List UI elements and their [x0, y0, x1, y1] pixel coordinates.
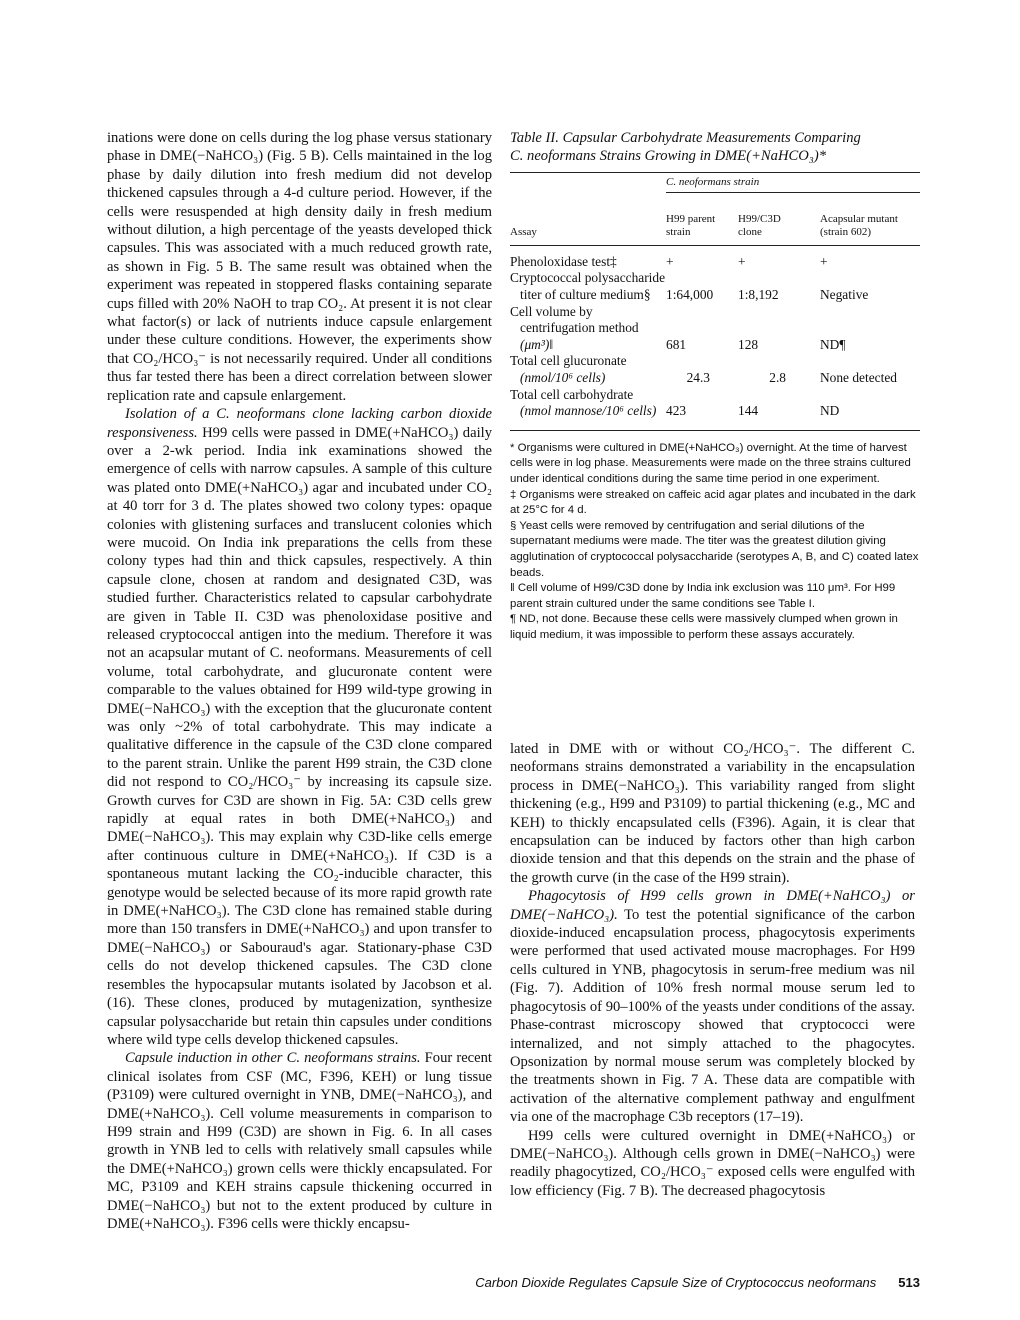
paragraph-strain-variability: lated in DME with or without CO₂/HCO₃⁻. The different C. neoformans strains demonstrated a variability in the encapsulation process in DME(−NaHCO₃). This variability ranged from slight thickening (e.g., H99 and P3109) to partial thickening (e.g., MC and KEH) to thickly encapsulated cells (F396). Again, it is clear that encapsulation can be induced by factors other than high carbon dioxide tension and that this depends on the strain and the phase of the growth curve (in the case of the H99 strain).: [510, 741, 915, 886]
paragraph-phagocytosis-body: To test the potential significance of the carbon dioxide-induced encapsulation process, phagocytosis experiments were performed that used activated mouse macrophages. For H99 cells cultured in YNB, phagocytosis in serum-free medium was nil (Fig. 7). Addition of 10% fresh normal mouse serum led to phagocytosis of 90–100% of the yeasts under conditions of the assay. Phase-contrast microscopy showed that cryptococci were internalized, and not simply attached to the phagocytes. Opsonization by normal mouse serum was completely blocked by the treatments shown in Fig. 7 A. These data are compatible with activation of the alternative complement pathway and engulfment via one of the macrophage C3b receptors (17–19).: [510, 906, 915, 1126]
footnote: ¶ ND, not done. Because these cells were massively clumped when grown in liquid medium, it was impossible to perform these assays accurately.: [510, 613, 898, 641]
table-header-c3d: H99/C3D clone: [738, 212, 781, 238]
table-caption-line-2: C. neoformans Strains Growing in DME(+NaHCO₃)*: [510, 148, 826, 165]
table-header-assay: Assay: [510, 225, 537, 238]
section-heading-phagocytosis: Phagocytosis of H99 cells grown in DME(+NaHCO₃) or DME(−NaHCO₃).: [510, 888, 915, 923]
section-heading-capsule-induction: Capsule induction in other C. neoformans strains.: [125, 1050, 421, 1067]
table-header-acapsular: Acapsular mutant (strain 602): [820, 212, 898, 238]
footnote: ‡ Organisms were streaked on caffeic acid agar plates and incubated in the dark at 25°C for 4 d.: [510, 488, 916, 517]
table-header-h99: H99 parent strain: [666, 212, 716, 238]
table-row: Total cell glucuronate: [510, 353, 627, 369]
table-row: Phenoloxidase test‡ + + +: [510, 253, 828, 269]
table-row: (μm³)‖ 681 128 ND¶: [520, 336, 846, 352]
paragraph-log-phase: inations were done on cells during the log phase versus stationary phase in DME(−NaHCO₃) (Fig. 5 B). Cells maintained in the log phase by daily dilution into fresh medium did not develop thickened capsules through a 4-d culture period. However, if the cells were resuspended at high density daily in fresh medium without dilution, a high percentage of the yeasts developed thick capsules. This was associated with a much reduced growth rate, as shown in Fig. 5 B. The same result was obtained when the experiment was repeated in stoppered flasks containing separate cups filled with 20% NaOH to trap CO₂. At present it is not clear what factor(s) or lack of nutrients induce capsule enlargement under these culture conditions. However, the experiments show that CO₂/HCO₃⁻ is not necessarily required. Under all conditions thus far tested there has been a direct correlation between slower replication rate and capsule enlargement.: [107, 130, 492, 404]
section-heading-isolation: Isolation of a C. neoformans clone lacking carbon dioxide responsiveness.: [107, 406, 492, 441]
table-header-row: [510, 193, 920, 246]
right-column-text: [510, 740, 915, 1200]
paragraph-h99-culture: H99 cells were cultured overnight in DME(+NaHCO₃) or DME(−NaHCO₃). Although cells grown in DME(−NaHCO₃) were readily phagocytized, CO₂/HCO₃⁻ exposed cells were engulfed with low efficiency (Fig. 7 B). The decreased phagocytosis: [510, 1127, 915, 1199]
table-row: (nmol mannose/10⁶ cells) 423 144 ND: [520, 403, 840, 419]
table-group-header: C. neoformans strain: [666, 173, 920, 193]
table-row: (nmol/10⁶ cells) 24.3 2.8 None detected: [520, 369, 897, 385]
page-footer: [470, 1275, 920, 1290]
paragraph-phagocytosis: [510, 887, 915, 1126]
table-caption: [510, 129, 920, 166]
table-row: centrifugation method: [520, 320, 639, 336]
table-caption-line-1: Table II. Capsular Carbohydrate Measurements Comparing: [510, 130, 861, 146]
footnote: ‖ Cell volume of H99/C3D done by India ink exclusion was 110 μm³. For H99 parent strain cultured under the same conditions see Table I.: [510, 582, 896, 610]
table-row: titer of culture medium§ 1:64,000 1:8,192 Negative: [520, 287, 869, 302]
table-row: Total cell carbohydrate: [510, 386, 634, 402]
paragraph-isolation: [107, 405, 492, 1049]
paragraph-capsule-induction: [107, 1049, 492, 1233]
table-row: Cell volume by: [510, 303, 593, 319]
left-column: [107, 129, 492, 1233]
table-ii-block: [510, 129, 920, 643]
paragraph-capsule-induction-body: Four recent clinical isolates from CSF (MC, F396, KEH) or lung tissue (P3109) were cultured overnight in YNB, DME(−NaHCO₃), and DME(+NaHCO₃). Cell volume measurements in comparison to H99 strain and H99 (C3D) are shown in Fig. 6. In all cases growth in YNB led to cells with relatively small capsules while the DME(+NaHCO₃) grown cells were thickly encapsulated. For MC, P3109 and KEH strains capsule thickening occurred in DME(−NaHCO₃) but not to the extent produced by culture in DME(+NaHCO₃). F396 cells were thickly encapsu-: [107, 1050, 492, 1232]
table-ii: [510, 173, 920, 431]
footnote: * Organisms were cultured in DME(+NaHCO₃) overnight. At the time of harvest cells were in log phase. Measurements were made on the three strains cultured under identical conditions during the same time period in one experiment.: [510, 441, 911, 485]
table-row: Cryptococcal polysaccharide: [510, 270, 666, 286]
table-footnotes: [510, 441, 920, 644]
paragraph-isolation-body: H99 cells were passed in DME(+NaHCO₃) daily over a 2-wk period. India ink examinations showed the emergence of cells with narrow capsules. A sample of this culture was plated onto DME(+NaHCO₃) agar and incubated under CO₂ at 40 torr for 3 d. The plates showed two colony types: opaque colonies with glistening surfaces and translucent colonies which were mucoid. On India ink preparations the cells from these colony types had thin and thick capsules, respectively. A thin capsule clone, chosen at random and designated C3D, was studied further. Characteristics related to capsular carbohydrate are given in Table II. C3D was phenoloxidase positive and released cryptococcal antigen into the medium. Therefore it was not an acapsular mutant of C. neoformans. Measurements of cell volume, total carbohydrate, and glucuronate content were comparable to the values obtained for H99 wild-type growing in DME(−NaHCO₃) with the exception that the glucuronate content was only ~2% of total carbohydrate. This may indicate a qualitative difference in the capsule of the C3D clone compared to the parent strain. Unlike the parent H99 strain, the C3D clone did not respond to CO₂/HCO₃⁻ by increasing its capsule size. Growth curves for C3D are shown in Fig. 5A: C3D cells grew rapidly at equal rates in both DME(+NaHCO₃) and DME(−NaHCO₃). This may explain why C3D-like cells emerge after continuous culture in DME(+NaHCO₃). If C3D is a spontaneous mutant lacking the CO₂-inducible character, this genotype would be selected because of its more rapid growth rate in DME(+NaHCO₃). The C3D clone has remained stable during more than 150 transfers in DME(+NaHCO₃) and upon transfer to DME(−NaHCO₃) or Sabouraud's agar. Stationary-phase C3D cells do not develop thickened capsules. The C3D clone resembles the hypocapsular mutants isolated by Jacobson et al. (16). These clones, produced by mutagenization, synthesize capsular polysaccharide but retain thin capsules under conditions where wild type cells develop thickened capsules.: [107, 424, 492, 1048]
footnote: § Yeast cells were removed by centrifugation and serial dilutions of the supernatant mediums were made. The titer was the greatest dilution giving agglutination of cryptococcal polysaccharide (serotypes A, B, and C) coated latex beads.: [510, 519, 919, 579]
table-group-header-row: [510, 173, 920, 193]
page-number: 513: [898, 1275, 920, 1290]
running-title: Carbon Dioxide Regulates Capsule Size of Cryptococcus neoformans: [475, 1275, 877, 1290]
